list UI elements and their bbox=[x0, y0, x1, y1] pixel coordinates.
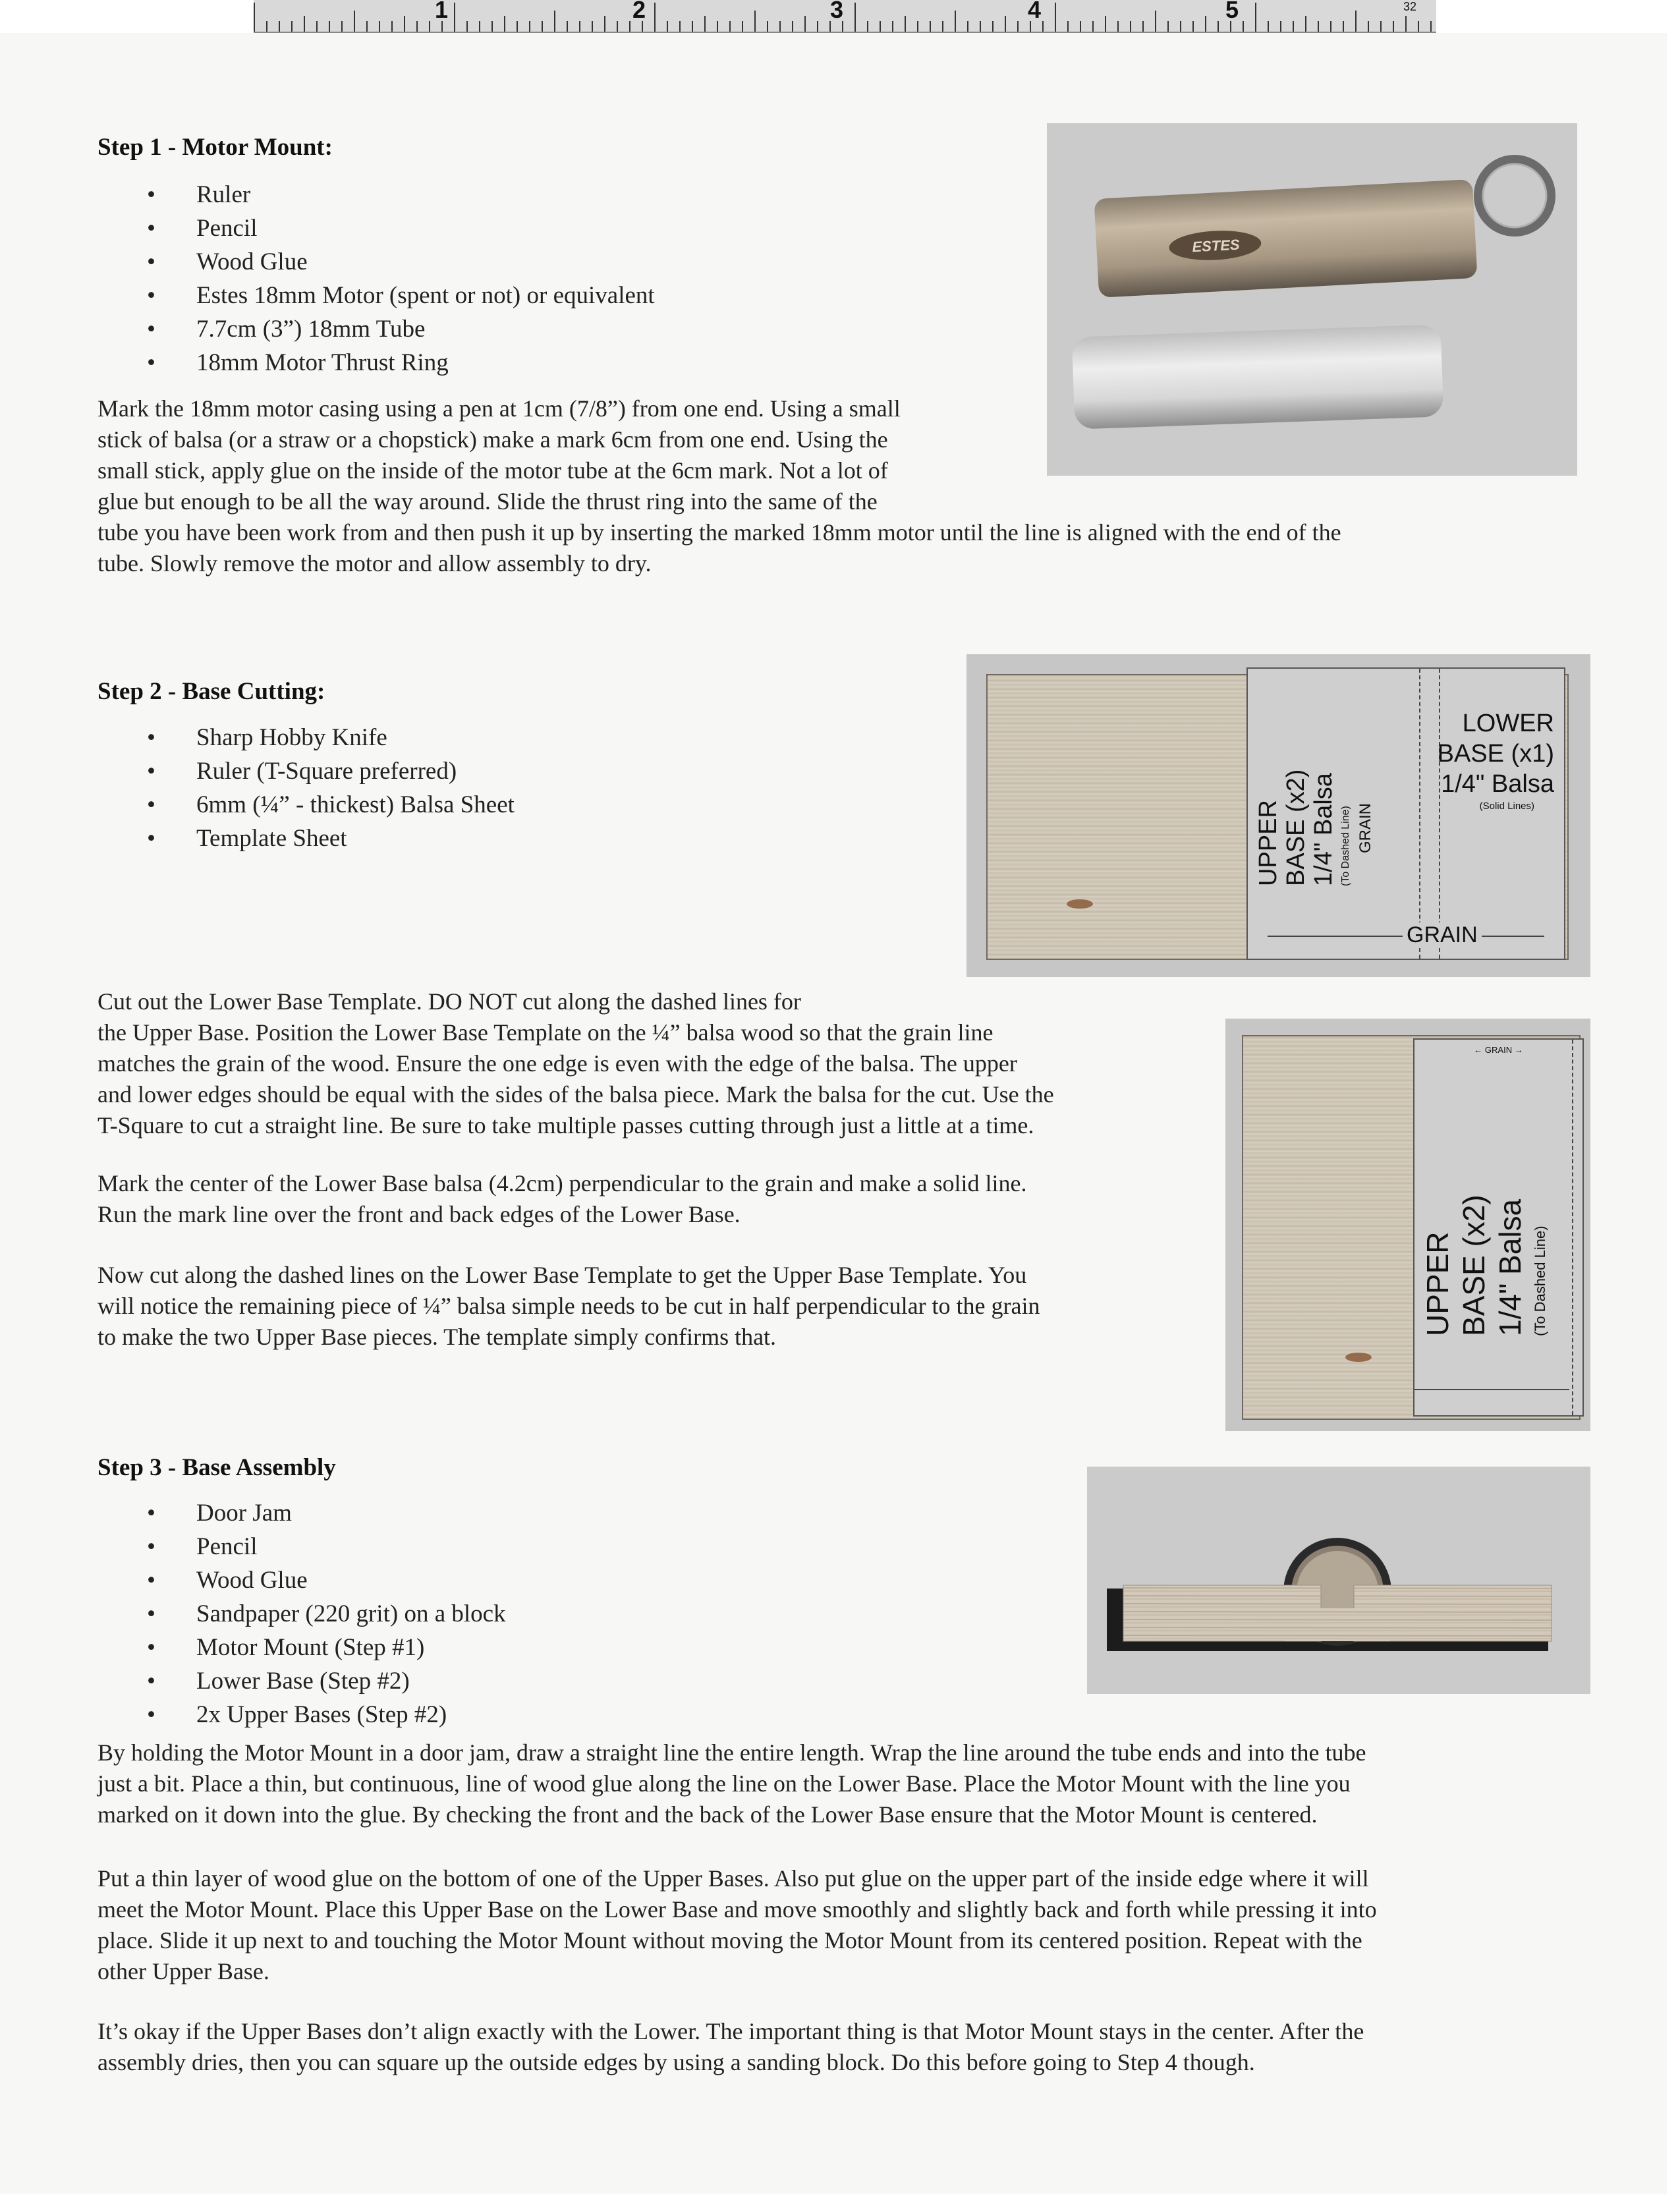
svg-text:ESTES: ESTES bbox=[1191, 236, 1241, 256]
ruler-tick bbox=[1380, 21, 1382, 32]
ruler-tick bbox=[1355, 11, 1357, 32]
ruler-tick bbox=[629, 21, 630, 32]
motor-mount-photo bbox=[1047, 123, 1577, 476]
step3-paragraph-1: By holding the Motor Mount in a door jam, draw a straight line the entire length. Wrap the line around the tube ends and into the tube just a bit. Place a thin, but continuous, line of wood glue along the line on the Lower Base. Place the Motor Mount with the line you marked on it down into the glue. By checking the front and the back of the Lower Base ensure that the Motor Mount is centered. bbox=[98, 1739, 1366, 1828]
ruler-tick bbox=[1005, 16, 1006, 32]
ruler-tick bbox=[779, 21, 781, 32]
ruler-tick bbox=[554, 11, 555, 32]
step2-paragraph-2: Mark the center of the Lower Base balsa (4.2cm) perpendicular to the grain and make a solid line. Run the mark line over the front and back edges of the Lower Base. bbox=[98, 1170, 1027, 1227]
ruler-tick bbox=[266, 21, 267, 32]
ruler-tick bbox=[604, 16, 605, 32]
ruler-tick bbox=[817, 21, 818, 32]
ruler-tick bbox=[1243, 21, 1244, 32]
ruler-tick bbox=[1293, 21, 1294, 32]
list-item: • Pencil bbox=[147, 215, 258, 242]
ruler-tick bbox=[1092, 21, 1094, 32]
ruler-tick bbox=[1167, 21, 1169, 32]
list-item: • Sharp Hobby Knife bbox=[147, 724, 387, 751]
lower-base-material: 1/4" Balsa bbox=[1441, 770, 1554, 798]
ruler-tick bbox=[617, 21, 618, 32]
ruler-tick bbox=[930, 21, 931, 32]
ruler-tick bbox=[354, 11, 355, 32]
list-item: • Motor Mount (Step #1) bbox=[147, 1634, 425, 1661]
step1-title: Step 1 - Motor Mount: bbox=[98, 134, 333, 161]
ruler-mark: 4 bbox=[1028, 0, 1042, 23]
ruler-tick bbox=[1067, 21, 1069, 32]
ruler-tick bbox=[1055, 3, 1056, 32]
step1-list bbox=[99, 178, 655, 380]
ruler-tick bbox=[1042, 21, 1044, 32]
ruler-tick bbox=[529, 21, 530, 32]
ruler-tick bbox=[1343, 21, 1344, 32]
ruler-tick bbox=[867, 21, 868, 32]
upper-base-qty: BASE (x2) bbox=[1457, 1195, 1491, 1336]
ruler-tick bbox=[517, 21, 518, 32]
ruler-tick bbox=[466, 21, 468, 32]
ruler-tick bbox=[1218, 21, 1219, 32]
ruler-tick bbox=[1105, 16, 1106, 32]
ruler-tick bbox=[704, 16, 706, 32]
list-item: • 7.7cm (3”) 18mm Tube bbox=[147, 316, 426, 343]
step3-paragraph-2: Put a thin layer of wood glue on the bottom of one of the Upper Bases. Also put glue on the upper part of the inside edge where it will meet the Motor Mount. Place this Upper Base on the Lower Base and move smoothly and slightly back and forth while pressing it into place. Slide it up next to and touching the Motor Mount without moving the Motor Mount from its centered position. Repeat with the other Upper Base. bbox=[98, 1865, 1377, 1984]
upper-base-template bbox=[1413, 1038, 1584, 1417]
ruler-tick bbox=[1318, 21, 1319, 32]
ruler-tick bbox=[905, 16, 906, 32]
ruler-mark: 3 bbox=[830, 0, 844, 23]
ruler-tick bbox=[1430, 21, 1432, 32]
ruler-tick bbox=[504, 16, 505, 32]
base-cutting-photo bbox=[966, 654, 1590, 977]
ruler-tick bbox=[454, 3, 455, 32]
ruler-mark: 1 bbox=[435, 0, 449, 23]
ruler-tick bbox=[917, 21, 918, 32]
ruler-tick bbox=[329, 21, 330, 32]
ruler-tick bbox=[567, 21, 568, 32]
ruler-tick bbox=[254, 3, 255, 32]
ruler-tick bbox=[391, 21, 393, 32]
list-item: • Pencil bbox=[147, 1533, 258, 1560]
upper-base-label: UPPER bbox=[1420, 1231, 1455, 1336]
base-assembly-photo bbox=[1087, 1467, 1590, 1694]
dashed-line-note: (To Dashed Line) bbox=[1340, 806, 1351, 886]
step2-paragraph-1: Cut out the Lower Base Template. DO NOT cut along the dashed lines for the Upper Base. Position the Lower Base Template on the ¼” balsa wood so that the grain line matches the grain of the wood. Ensure the one edge is even with the edge of the balsa. The upper and lower edges should be equal with the sides of the balsa piece. Mark the balsa for the cut. Use the T-Square to cut a straight line. Be sure to take multiple passes cutting through just a little at a time. bbox=[98, 988, 1054, 1139]
list-item: • Ruler (T-Square preferred) bbox=[147, 758, 457, 785]
ruler-tick bbox=[980, 21, 981, 32]
ruler-tick bbox=[1017, 21, 1019, 32]
ruler-tick bbox=[279, 21, 280, 32]
ruler-tick bbox=[1305, 16, 1306, 32]
list-item: • Lower Base (Step #2) bbox=[147, 1668, 410, 1695]
ruler-tick bbox=[792, 21, 793, 32]
list-item: • Door Jam bbox=[147, 1500, 292, 1527]
ruler-tick bbox=[579, 21, 580, 32]
ruler-tick bbox=[304, 16, 305, 32]
upper-base-material: 1/4" Balsa bbox=[1310, 773, 1337, 886]
step3-list bbox=[99, 1496, 506, 1731]
step2-list bbox=[99, 721, 515, 855]
list-item: • Ruler bbox=[147, 181, 251, 208]
assembled-base-image bbox=[1087, 1467, 1590, 1694]
motor-and-tube-image bbox=[1047, 123, 1577, 476]
ruler-tick bbox=[491, 21, 493, 32]
ruler-tick bbox=[1368, 21, 1369, 32]
ruler-tick bbox=[717, 21, 718, 32]
list-item: • 6mm (¼” - thickest) Balsa Sheet bbox=[147, 791, 515, 818]
ruler-tick bbox=[1418, 21, 1419, 32]
ruler-tick bbox=[1330, 21, 1331, 32]
ruler-tick bbox=[1192, 21, 1194, 32]
ruler-tick bbox=[542, 21, 543, 32]
ruler-tick bbox=[592, 21, 593, 32]
ruler-tick bbox=[404, 16, 405, 32]
grain-label: ← GRAIN → bbox=[1474, 1045, 1523, 1055]
ruler-tick bbox=[1155, 11, 1156, 32]
upper-base-material: 1/4" Balsa bbox=[1493, 1198, 1527, 1336]
ruler-tick bbox=[955, 11, 956, 32]
ruler-tick bbox=[1393, 21, 1394, 32]
ruler-tick bbox=[1180, 21, 1181, 32]
lower-base-label: LOWER bbox=[1462, 710, 1554, 737]
grain-label-vertical: GRAIN bbox=[1357, 802, 1374, 853]
ruler-tick bbox=[729, 21, 731, 32]
solid-lines-note: (Solid Lines) bbox=[1479, 801, 1534, 812]
ruler-tick bbox=[416, 21, 418, 32]
list-item: • 18mm Motor Thrust Ring bbox=[147, 349, 449, 376]
ruler-tick bbox=[667, 21, 668, 32]
ruler-tick bbox=[429, 21, 430, 32]
ruler-tick bbox=[992, 21, 994, 32]
ruler-tick bbox=[341, 21, 343, 32]
ruler-tick bbox=[754, 11, 756, 32]
ruler-tick bbox=[854, 3, 856, 32]
ruler-tick bbox=[316, 21, 318, 32]
step3-paragraph-3: It’s okay if the Upper Bases don’t align exactly with the Lower. The important thing is that Motor Mount stays in the center. After the assembly dries, then you can square up the outside edges by using a sanding block. Do this before going to Step 4 though. bbox=[98, 2018, 1364, 2075]
step2-title: Step 2 - Base Cutting: bbox=[98, 678, 325, 705]
ruler-tick bbox=[742, 21, 743, 32]
ruler-tick bbox=[967, 21, 968, 32]
upper-base-photo bbox=[1225, 1019, 1590, 1431]
ruler-small-label: 32 bbox=[1403, 0, 1417, 13]
ruler-tick bbox=[291, 21, 293, 32]
ruler-tick bbox=[654, 3, 656, 32]
list-item: • Wood Glue bbox=[147, 1567, 308, 1594]
ruler-tick bbox=[1280, 21, 1281, 32]
ruler-tick bbox=[880, 21, 881, 32]
ruler-tick bbox=[1268, 21, 1269, 32]
ruler-tick bbox=[679, 21, 681, 32]
ruler-tick bbox=[692, 21, 693, 32]
ruler-tick bbox=[379, 21, 380, 32]
ruler-tick bbox=[1130, 21, 1131, 32]
ruler-tick bbox=[942, 21, 943, 32]
ruler-tick bbox=[1117, 21, 1119, 32]
ruler-mark: 5 bbox=[1225, 0, 1239, 23]
upper-base-label: UPPER bbox=[1254, 800, 1282, 886]
ruler-tick bbox=[1405, 16, 1407, 32]
list-item: • 2x Upper Bases (Step #2) bbox=[147, 1701, 447, 1728]
step2-paragraph-3: Now cut along the dashed lines on the Lower Base Template to get the Upper Base Template. You will notice the remaining piece of ¼” balsa simple needs to be cut in half perpendicular to the grain to make the two Upper Base pieces. The template simply confirms that. bbox=[98, 1262, 1040, 1350]
ruler bbox=[254, 0, 1436, 33]
ruler-tick bbox=[479, 21, 480, 32]
ruler-tick bbox=[804, 16, 806, 32]
list-item: • Wood Glue bbox=[147, 248, 308, 275]
lower-base-template bbox=[1246, 667, 1565, 960]
ruler-tick bbox=[366, 21, 368, 32]
grain-label-horizontal: GRAIN bbox=[1403, 922, 1482, 948]
ruler-tick bbox=[1142, 21, 1144, 32]
list-item: • Estes 18mm Motor (spent or not) or equivalent bbox=[147, 282, 655, 309]
ruler-tick bbox=[1080, 21, 1081, 32]
ruler-tick bbox=[767, 21, 768, 32]
dashed-line-note: (To Dashed Line) bbox=[1532, 1225, 1548, 1336]
list-item: • Sandpaper (220 grit) on a block bbox=[147, 1600, 506, 1627]
lower-base-qty: BASE (x1) bbox=[1437, 740, 1554, 768]
list-item: • Template Sheet bbox=[147, 825, 347, 852]
step3-title: Step 3 - Base Assembly bbox=[98, 1454, 336, 1481]
ruler-tick bbox=[892, 21, 893, 32]
step1-paragraph: Mark the 18mm motor casing using a pen at 1cm (7/8”) from one end. Using a small stick of balsa (or a straw or a chopstick) make a mark 6cm from one end. Using the small stick, apply glue on the inside of the motor tube at the 6cm mark. Not a lot of glue but enough to be all the way around. Slide the thrust ring into the same of the tube you have been work from and then push it up by inserting the marked 18mm motor until the line is aligned with the end of the tube. Slowly remove the motor and allow assembly to dry. bbox=[98, 395, 1341, 577]
upper-base-qty: BASE (x2) bbox=[1282, 769, 1310, 886]
ruler-tick bbox=[1255, 3, 1256, 32]
ruler-mark: 2 bbox=[632, 0, 646, 23]
ruler-tick bbox=[1205, 16, 1206, 32]
